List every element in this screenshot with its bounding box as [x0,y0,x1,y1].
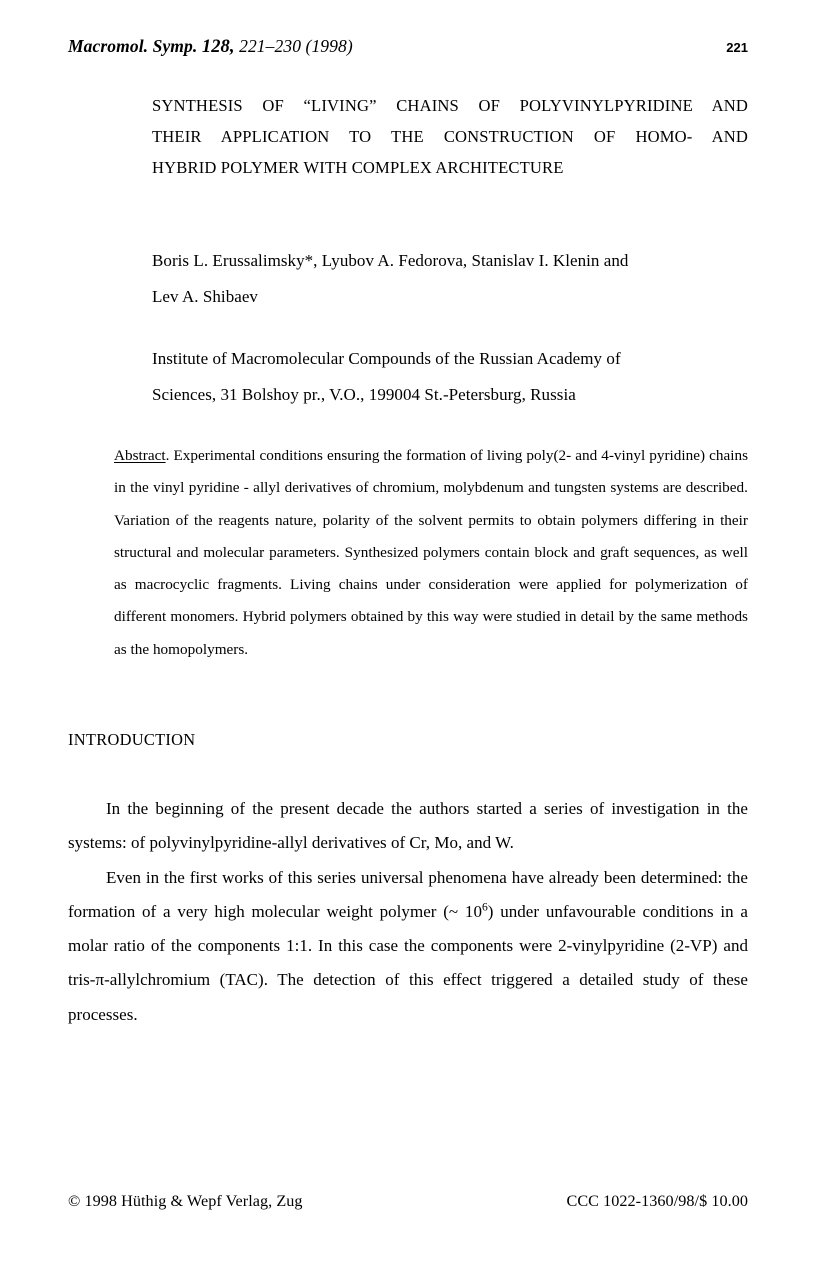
journal-pages-year: 221–230 (1998) [239,36,353,56]
title-line-2: THEIR APPLICATION TO THE CONSTRUCTION OF HOMO- AND [152,127,748,146]
author-line-1: Boris L. Erussalimsky*, Lyubov A. Fedorova, Stanislav I. Klenin and [152,251,629,270]
body-paragraph-2-part-2: ) under unfavourable conditions in a molar ratio of the components 1:1. In this case the components were 2-vinylpyridine (2-VP) and tris-π-allylchromium (TAC). The detection of this effect triggered a detailed study of these processes. [68,901,748,1024]
author-list [152,243,748,315]
title-line-1: SYNTHESIS OF “LIVING” CHAINS OF POLYVINYLPYRIDINE AND [152,96,748,115]
section-heading-introduction: INTRODUCTION [68,730,196,749]
journal-name: Macromol. Symp. [68,36,198,56]
article-title [152,90,748,183]
body-paragraph-1: In the beginning of the present decade the authors started a series of investigation in the systems: of polyvinylpyridine-allyl derivatives of Cr, Mo, and W. [68,799,748,853]
running-head [68,36,748,58]
copyright-notice: © 1998 Hüthig & Wepf Verlag, Zug [68,1192,303,1210]
body-paragraph-2-part-1: Even in the first works of this series universal phenomena have already been determined: the formation of a very high molecular weight polymer (~ 10 [68,867,748,921]
body-content [68,792,748,1032]
abstract-section [114,440,748,666]
author-line-2: Lev A. Shibaev [152,287,258,306]
affiliation-line-1: Institute of Macromolecular Compounds of the Russian Academy of [152,349,621,368]
abstract-label: Abstract [114,447,166,464]
abstract-paragraph [114,440,748,666]
page-footer [68,1192,748,1211]
abstract-text: . Experimental conditions ensuring the formation of living poly(2- and 4-vinyl pyridine) chains in the vinyl pyridine - allyl derivatives of chromium, molybdenum and tungsten systems are described. Variation of the reagents nature, polarity of the solvent permits to obtain polymers differing in their structural and molecular parameters. Synthesized polymers contain block and graft sequences, as well as macrocyclic fragments. Living chains under consideration were applied for polymerization of different monomers. Hybrid polymers obtained by this way were studied in detail by the same methods as the homopolymers. [114,447,748,658]
page-number: 221 [726,40,748,55]
body-paragraph-2 [68,861,748,1032]
affiliation-line-2: Sciences, 31 Bolshoy pr., V.O., 199004 St.-Petersburg, Russia [152,385,576,404]
ccc-code: CCC 1022-1360/98/$ 10.00 [566,1192,748,1210]
molecular-weight-exponent: 6 [481,900,488,914]
title-line-3: HYBRID POLYMER WITH COMPLEX ARCHITECTURE [152,158,564,177]
journal-volume: 128, [201,37,235,57]
affiliation [152,341,752,413]
journal-citation [68,36,353,58]
